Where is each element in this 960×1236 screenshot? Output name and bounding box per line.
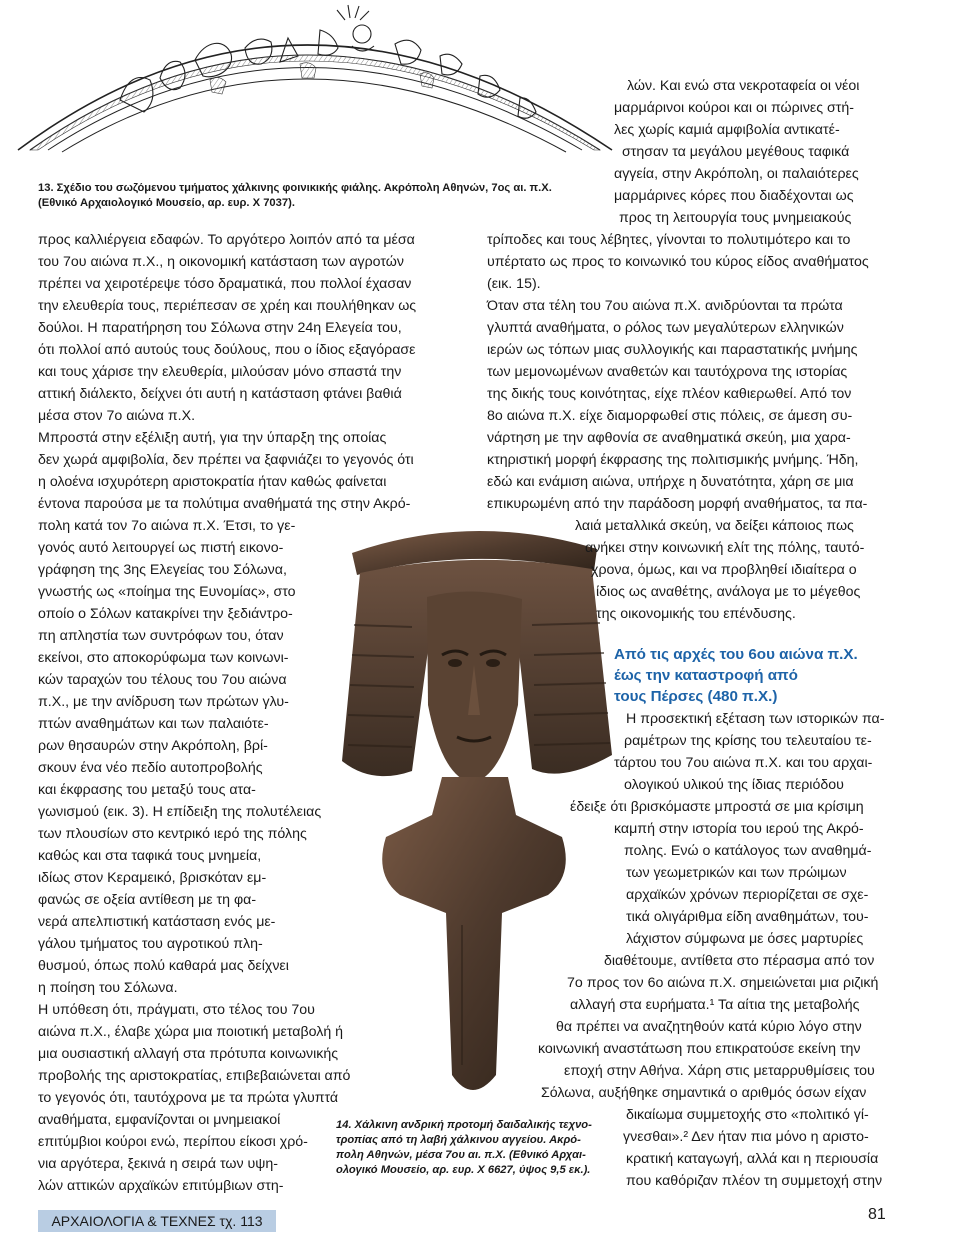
body-text-line: θυσμού, όπως πολύ καθαρά μας δείχνει bbox=[38, 958, 289, 974]
body-text-line: γάλου τμήματος του αγροτικού πλη- bbox=[38, 936, 263, 952]
figure-14-caption-line: πολη Αθηνών, μέσα 7ου αι. π.Χ. (Εθνικό Αρχαι- bbox=[336, 1149, 586, 1161]
body-text-line: των μεμονωμένων αναθετών και ταυτόχρονα της ιστορίας bbox=[487, 364, 848, 380]
body-text-line: λών αττικών αρχαϊκών επιτύμβιων στη- bbox=[38, 1178, 284, 1194]
body-text-line: γονός αυτό λειτουργεί ως πιστή εικονο- bbox=[38, 540, 284, 556]
body-text-line: νια αργότερα, ξεκινά η σειρά των υψη- bbox=[38, 1156, 278, 1172]
body-text-line: πολη κατά τον 7ο αιώνα π.Χ. Έτσι, το γε- bbox=[38, 518, 296, 534]
figure-14-caption bbox=[336, 1118, 592, 1178]
body-text-line: Όταν στα τέλη του 7ου αιώνα π.Χ. ανιδρύονται τα πρώτα bbox=[487, 298, 843, 314]
body-text-line: του 7ου αιώνα π.Χ., η οικονομική κατάσταση των αγροτών bbox=[38, 254, 404, 270]
section-heading-line: τους Πέρσες (480 π.Χ.) bbox=[614, 688, 778, 705]
body-text-line: δούλοι. Η παρατήρηση του Σόλωνα στην 24η Ελεγεία του, bbox=[38, 320, 402, 336]
body-text-line: τάρτου του 7ου αιώνα π.Χ. και του αρχαι- bbox=[614, 755, 873, 771]
body-text-line: (εικ. 15). bbox=[487, 276, 541, 292]
body-text-line: εποχή στην Αθήνα. Χάρη στις μεταρρυθμίσεις του bbox=[564, 1063, 875, 1079]
figure-13-caption-line: 13. Σχέδιο του σωζόμενου τμήματος χάλκινης φοινικικής φιάλης. Ακρόπολη Αθηνών, 7ος αι. π.Χ. bbox=[38, 182, 552, 194]
body-text-line: μέσα στον 7ο αιώνα π.Χ. bbox=[38, 408, 196, 424]
body-text-line: δεν χωρά αμφιβολία, δεν πρέπει να ξαφνιάζει το γεγονός ότι bbox=[38, 452, 414, 468]
body-text-line: προς τη λειτουργία τους μνημειακούς bbox=[619, 210, 852, 226]
body-text-line: μαρμάρινες κόρες που διαδέχονται ως bbox=[614, 188, 854, 204]
body-text-line: Μπροστά στην εξέλιξη αυτή, για την ύπαρξη της οποίας bbox=[38, 430, 387, 446]
body-text-line: π.Χ., με την ανίδρυση των πρώτων γλυ- bbox=[38, 694, 289, 710]
body-text-line: νερά απελπιστική κατάσταση ενός με- bbox=[38, 914, 276, 930]
body-text-line: προς καλλιέργεια εδαφών. Το αργότερο λοιπόν από τα μέσα bbox=[38, 232, 415, 248]
body-text-line: λών. Και ενώ στα νεκροταφεία οι νέοι bbox=[627, 78, 860, 94]
body-text-line: αλλαγή στα ευρήματα.¹ Τα αίτια της μεταβολής bbox=[570, 997, 860, 1013]
body-text-line: αγγεία, στην Ακρόπολη, οι παλαιότερες bbox=[614, 166, 859, 182]
body-text-line: διαθέτουμε, αντίθετα στο πέρασμα από τον bbox=[604, 953, 875, 969]
body-text-line: Η υπόθεση ότι, πράγματι, στο τέλος του 7ου bbox=[38, 1002, 315, 1018]
body-text-line: που καθόριζαν πλέον τη συμμετοχή στην bbox=[626, 1173, 883, 1189]
body-text-line: στησαν τα μεγάλου μεγέθους ταφικά bbox=[622, 144, 850, 160]
body-text-line: φανώς σε οξεία αντίθεση με τη φα- bbox=[38, 892, 257, 908]
body-text-line: λάχιστον σύμφωνα με όσες μαρτυρίες bbox=[626, 931, 864, 947]
body-text-line: η ολοένα ισχυρότερη αριστοκρατία ήταν καθώς φαίνεται bbox=[38, 474, 387, 490]
body-text-line: ραμέτρων της κρίσης του τελευταίου τε- bbox=[624, 733, 872, 749]
body-text-line: νάρτηση με την αφθονία σε αναθηματικά σκεύη, μια χαρα- bbox=[487, 430, 851, 446]
body-text-line: και έκφρασης του μεταξύ τους ατα- bbox=[38, 782, 256, 798]
journal-title-footer bbox=[38, 1210, 276, 1232]
body-text-line: το γεγονός ότι, ταυτόχρονα με τα πρώτα γλυπτά bbox=[38, 1090, 339, 1106]
body-text-line: κών ταραχών του τέλους του 7ου αιώνα bbox=[38, 672, 287, 688]
body-text-line: ίδιος ως αναθέτης, ανάλογα με το μέγεθος bbox=[596, 584, 861, 600]
body-text-line: πτών αναθημάτων και των παλαιότε- bbox=[38, 716, 269, 732]
figure-14-caption-line: τροπίας από τη λαβή χάλκινου αγγείου. Ακρό- bbox=[336, 1134, 581, 1146]
body-text-line: μια ουσιαστική αλλαγή στα πρότυπα κοινωνικής bbox=[38, 1046, 339, 1062]
body-text-line: πολης. Ενώ ο κατάλογος των αναθημά- bbox=[624, 843, 872, 859]
body-text-line: επικυρωμένη από την παράδοση μορφή αναθήματος, τα πα- bbox=[487, 496, 868, 512]
phoenician-bowl-drawing bbox=[0, 0, 640, 185]
body-text-line: λαιά μεταλλικά σκεύη, να δείξει κάποιος πως bbox=[575, 518, 854, 534]
section-heading-line: έως την καταστροφή από bbox=[614, 667, 798, 684]
body-text-line: τρίποδες και τους λέβητες, γίνονται το πολυτιμότερο και το bbox=[487, 232, 851, 248]
body-text-line: κρατική καταγωγή, αλλά και η περιουσία bbox=[626, 1151, 879, 1167]
body-text-line: επιτύμβιοι κούροι ενώ, περίπου είκοσι χρό- bbox=[38, 1134, 308, 1150]
body-text-line: αττική διάλεκτο, δείχνει ότι αυτή η κατάσταση φτάνει βαθιά bbox=[38, 386, 402, 402]
body-text-line: καμπή στην ιστορία του ιερού της Ακρό- bbox=[614, 821, 864, 837]
body-text-line: ότι πολλοί από αυτούς τους δούλους, που ο ίδιος εξαγόρασε bbox=[38, 342, 416, 358]
figure-13-caption-line: (Εθνικό Αρχαιολογικό Μουσείο, αρ. ευρ. Χ 7037). bbox=[38, 197, 295, 209]
body-text-line: γράφηση της 3ης Ελεγείας του Σόλωνα, bbox=[38, 562, 287, 578]
figure-14-caption-line: ολογικό Μουσείο, αρ. ευρ. Χ 6627, ύψος 9,5 εκ.). bbox=[336, 1164, 591, 1176]
body-text-line: έδειξε ότι βρισκόμαστε μπροστά σε μια κρίσιμη bbox=[570, 799, 864, 815]
body-text-line: ρων θησαυρών στην Ακρόπολη, βρί- bbox=[38, 738, 268, 754]
body-text-line: προβολής της αριστοκρατίας, επιβεβαιώνεται από bbox=[38, 1068, 351, 1084]
body-text-line: αρχαϊκών χρόνων περιορίζεται σε σχε- bbox=[626, 887, 869, 903]
body-text-line: γνωστής ως «ποίημα της Ευνομίας», στο bbox=[38, 584, 296, 600]
body-text-line: εδώ και ενάμιση αιώνα, υπήρχε η δυνατότητα, χάρη σε μια bbox=[487, 474, 854, 490]
body-text-line: υπέρτατο ως προς το κοινωνικό του κύρος είδος αναθήματος bbox=[487, 254, 869, 270]
body-text-line: δικαίωμα συμμετοχής στο «πολιτικό γί- bbox=[626, 1107, 869, 1123]
body-text-line: πη απληστία των συντρόφων του, όταν bbox=[38, 628, 284, 644]
body-text-line: κοινωνική αναστάτωση που επικρατούσε εκείνη την bbox=[538, 1041, 861, 1057]
body-text-line: σκουν ένα νέο πεδίο αυτοπροβολής bbox=[38, 760, 263, 776]
body-text-line: της οικονομικής του επένδυσης. bbox=[596, 606, 796, 622]
body-text-line: πρέπει να χειροτέρεψε τόσο δραματικά, που πολλοί έχασαν bbox=[38, 276, 412, 292]
body-text-line: αιώνα π.Χ., έλαβε χώρα μια ποιοτική μεταβολή ή bbox=[38, 1024, 344, 1040]
body-text-line: γνεσθαι».² Δεν ήταν πια μόνο η αριστο- bbox=[623, 1129, 869, 1145]
body-text-line: 7ο προς τον 6ο αιώνα π.Χ. σημειώνεται μια ριζική bbox=[567, 975, 879, 991]
body-text-line: ιδίως στον Κεραμεικό, βρισκόταν εμ- bbox=[38, 870, 267, 886]
body-text-line: τικά ολιγάριθμα είδη αναθημάτων, του- bbox=[626, 909, 869, 925]
body-text-line: κτηριστική μορφή έκφρασης της πολιτισμικής μνήμης. Ήδη, bbox=[487, 452, 859, 468]
journal-title: ΑΡΧΑΙΟΛΟΓΙΑ & ΤΕΧΝΕΣ τχ. 113 bbox=[51, 1213, 263, 1229]
body-text-line: και τους χάρισε την ελευθερία, μιλούσαν μόνο σπαστά την bbox=[38, 364, 402, 380]
body-text-line: της δικής τους κοινότητας, είχε πλέον καθιερωθεί. Από τον bbox=[487, 386, 852, 402]
body-text-line: μαρμάρινοι κούροι και οι πώρινες στή- bbox=[614, 100, 855, 116]
body-text-line: εκείνοι, στο αποκορύφωμα των κοινωνι- bbox=[38, 650, 289, 666]
page-number: 81 bbox=[868, 1206, 886, 1223]
section-heading-line: Από τις αρχές του 6ου αιώνα π.Χ. bbox=[614, 646, 858, 663]
figure-13-caption bbox=[38, 181, 552, 211]
body-text-line: αναθήματα, εμφανίζονται οι μνημειακοί bbox=[38, 1112, 281, 1128]
body-text-line: καθώς και στα ταφικά τους μνημεία, bbox=[38, 848, 262, 864]
body-text-line: των πλουσίων στο κεντρικό ιερό της πόλης bbox=[38, 826, 307, 842]
body-text-line: έντονα παρούσα με τα πολύτιμα αναθήματά της στην Ακρό- bbox=[38, 496, 411, 512]
figure-14-caption-line: 14. Χάλκινη ανδρική προτομή δαιδαλικής τεχνο- bbox=[336, 1119, 592, 1131]
body-text-line: οποίο ο Σόλων κατακρίνει την ξεδιάντρο- bbox=[38, 606, 293, 622]
body-text-line: 8ο αιώνα π.Χ. είχε διαμορφωθεί στις πόλεις, σε άμεση συ- bbox=[487, 408, 853, 424]
body-text-line: Η προσεκτική εξέταση των ιστορικών πα- bbox=[626, 711, 885, 727]
body-text-line: λες χωρίς καμιά αμφιβολία αντικατέ- bbox=[614, 122, 840, 138]
body-text-line: θα πρέπει να αναζητηθούν κατά κύριο λόγο στην bbox=[556, 1019, 862, 1035]
body-text-line: των γεωμετρικών και των πρώιμων bbox=[626, 865, 847, 881]
body-text-line: χρονα, όμως, και να προβληθεί ιδιαίτερα ο bbox=[591, 562, 857, 578]
body-text-line: η ποίηση του Σόλωνα. bbox=[38, 980, 178, 996]
body-text-line: γλυπτά αναθήματα, ο ρόλος των μεγαλύτερων ελληνικών bbox=[487, 320, 844, 336]
body-text-line: ολογικού υλικού της ίδιας περιόδου bbox=[624, 777, 844, 793]
body-text-line: Σόλωνα, αυξήθηκε σημαντικά ο αριθμός όσων είχαν bbox=[541, 1085, 867, 1101]
body-text-line: ιερών ως τόπων μιας συλλογικής και παραστατικής μνήμης bbox=[487, 342, 858, 358]
body-text-line: γωνισμού (εικ. 3). Η επίδειξη της πολυτέλειας bbox=[38, 804, 322, 820]
body-text-line: ανήκει στην κοινωνική ελίτ της πόλης, ταυτό- bbox=[585, 540, 865, 556]
body-text-line: την ελευθερία τους, περιέπεσαν σε χρέη και πουλήθηκαν ως bbox=[38, 298, 417, 314]
